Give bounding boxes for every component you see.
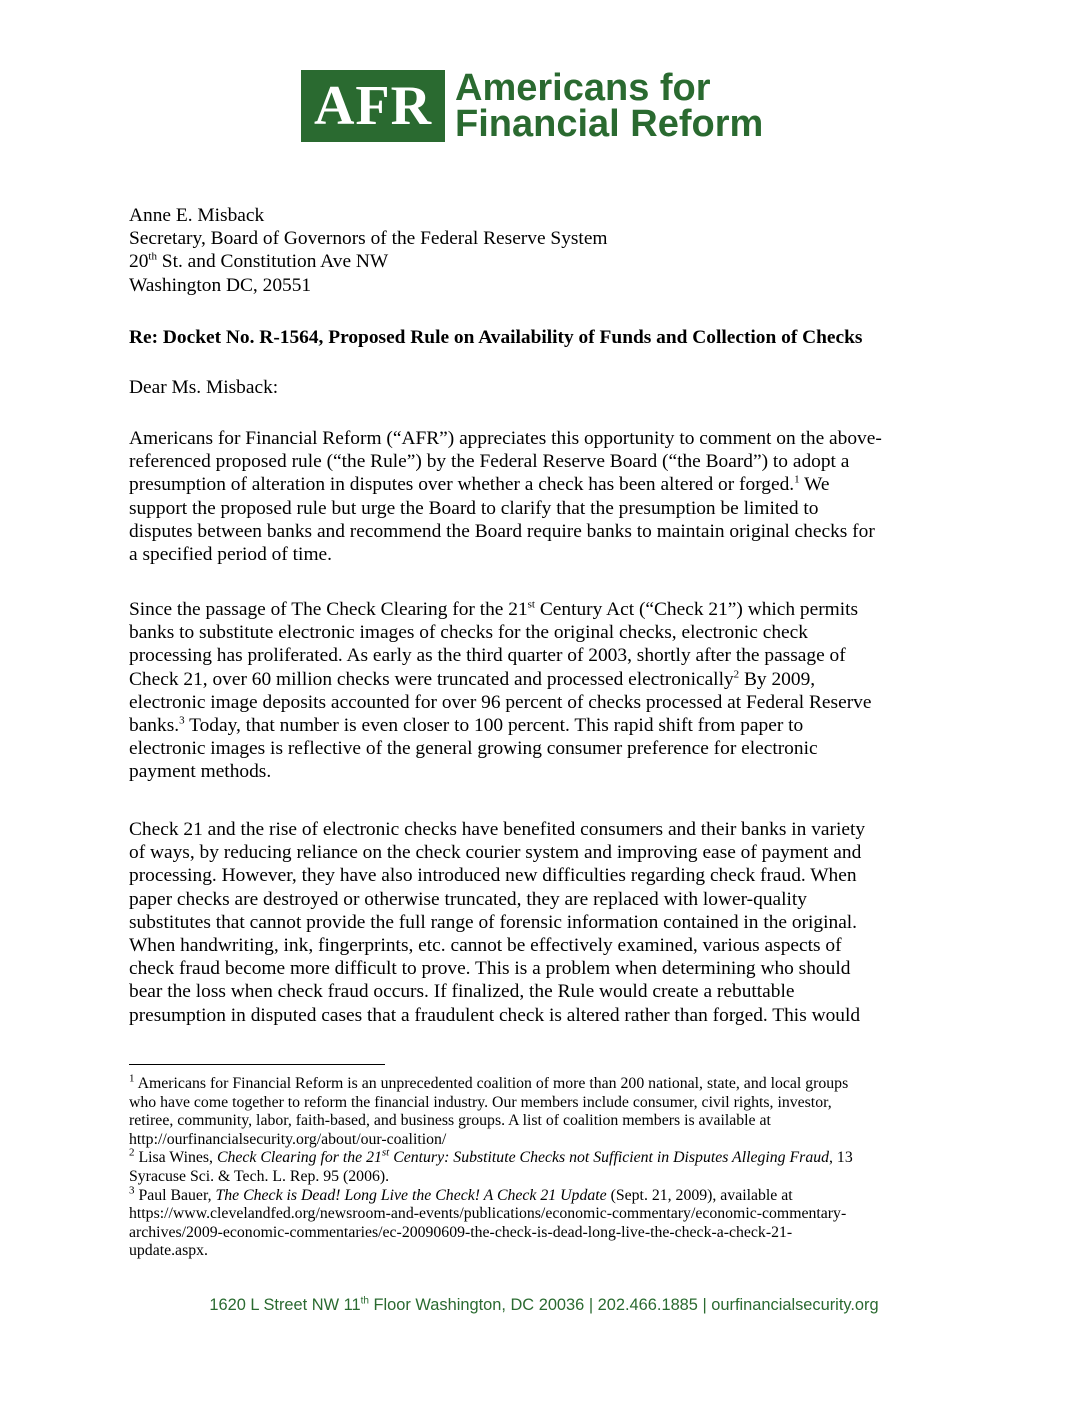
paragraph-1: Americans for Financial Reform (“AFR”) appreciates this opportunity to comment on the above- referenced proposed rule (“the Rule”) by the Federal Reserve Board (“the Board”) to adopt a presumption of alteration in disputes over whether a check has been altered or forged.$^1$ We support the proposed rule but urge the Board to clarify that the presumption be limited to disputes between banks and recommend the Board require banks to maintain original checks for a specified period of time. [129, 428, 882, 566]
footnote-divider [129, 1064, 385, 1065]
recipient-title: Secretary, Board of Governors of the Federal Reserve System [129, 228, 608, 250]
footnote-ref-1: 1 [794, 473, 800, 486]
logo-abbr: AFR [301, 70, 445, 142]
footnotes: $^1$ Americans for Financial Reform is an unprecedented coalition of more than 200 national, state, and local groups who have come together to reform the financial industry. Our members include consumer, civil rights, investor, retiree, community, labor, faith-based, and business groups. A list of coalition members is available at http://ourfinancialsecurity.org/about/our-coalition/ $^2$ Lisa Wines, Check Clearing for the 21st Century: Substitute Checks not Sufficient in Disputes Alleging Fraud, 13 Syracuse Sci. & Tech. L. Rep. 95 (2006). $^3$ Paul Bauer, The Check is Dead! Long Live the Check! A Check 21 Update (Sept. 21, 2009), available at https://www.clevelandfed.org/newsroom-and-events/publications/economic-commentary/economic-commentary- archives/2009-economic-commentaries/ec-20090609-the-check-is-dead-long-live-the-check-a-check-21- update.aspx. [129, 1075, 969, 1261]
salutation: Dear Ms. Misback: [129, 377, 279, 398]
recipient-name: Anne E. Misback [129, 205, 265, 226]
footnote-ref-2: 2 [733, 668, 740, 681]
paragraph-3: Check 21 and the rise of electronic checks have benefited consumers and their banks in variety of ways, by reducing reliance on the check courier system and improving ease of payment and processing. However, they have also introduced new difficulties regarding check fraud. When paper checks are destroyed or otherwise truncated, they are replaced with lower-quality substitutes that cannot provide the full range of forensic information contained in the original. When handwriting, ink, fingerprints, etc. cannot be effectively examined, various aspects of check fraud become more difficult to prove. This is a problem when determining who should bear the loss when check fraud occurs. If finalized, the Rule would create a rebuttable presumption in disputed cases that a fraudulent check is altered rather than forged. This would [129, 819, 866, 1026]
footnote-2: $^2$ Lisa Wines, Check Clearing for the 21st Century: Substitute Checks not Sufficient in Disputes Alleging Fraud, 13 [129, 1147, 853, 1167]
footnote-3: $^3$ Paul Bauer, The Check is Dead! Long Live the Check! A Check 21 Update (Sept. 21, 2009), available at [129, 1184, 793, 1204]
page-footer: 1620 L Street NW 11th Floor Washington, DC 20036 | 202.466.1885 | ourfinancialsecurity.org [209, 1295, 879, 1314]
footnote-1: $^1$ Americans for Financial Reform is an unprecedented coalition of more than 200 national, state, and local groups [129, 1072, 849, 1092]
coalition-link[interactable]: http://ourfinancialsecurity.org/about/our-coalition/ [129, 1130, 447, 1148]
logo-line-2: Financial Reform [455, 103, 764, 145]
paragraph-2: Since the passage of The Check Clearing for the 21st Century Act (“Check 21”) which permits banks to substitute electronic images of checks for the original checks, electronic check processing has proliferated. As early as the third quarter of 2003, shortly after the passage of Check 21, over 60 million checks were truncated and processed electronically$^2$ By 2009, electronic image deposits accounted for over 96 percent of checks processed at Federal Reserve banks.$^3$ Today, that number is even closer to 100 percent. This rapid shift from paper to electronic images is reflective of the general growing consumer preference for electronic payment methods. [129, 598, 872, 783]
logo-wordmark [455, 67, 764, 145]
re-line: Re: Docket No. R-1564, Proposed Rule on Availability of Funds and Collection of Checks [129, 327, 863, 348]
recipient-city: Washington DC, 20551 [129, 274, 312, 296]
clevelandfed-link[interactable]: https://www.clevelandfed.org/newsroom-and-events/publications/economic-commentary/economic-commentary- [129, 1205, 847, 1223]
recipient-street: 20th St. and Constitution Ave NW [129, 250, 389, 273]
logo-line-1: Americans for [455, 67, 711, 109]
recipient-address [129, 204, 969, 297]
footnote-ref-3: 3 [179, 714, 185, 727]
afr-logo [301, 67, 764, 145]
